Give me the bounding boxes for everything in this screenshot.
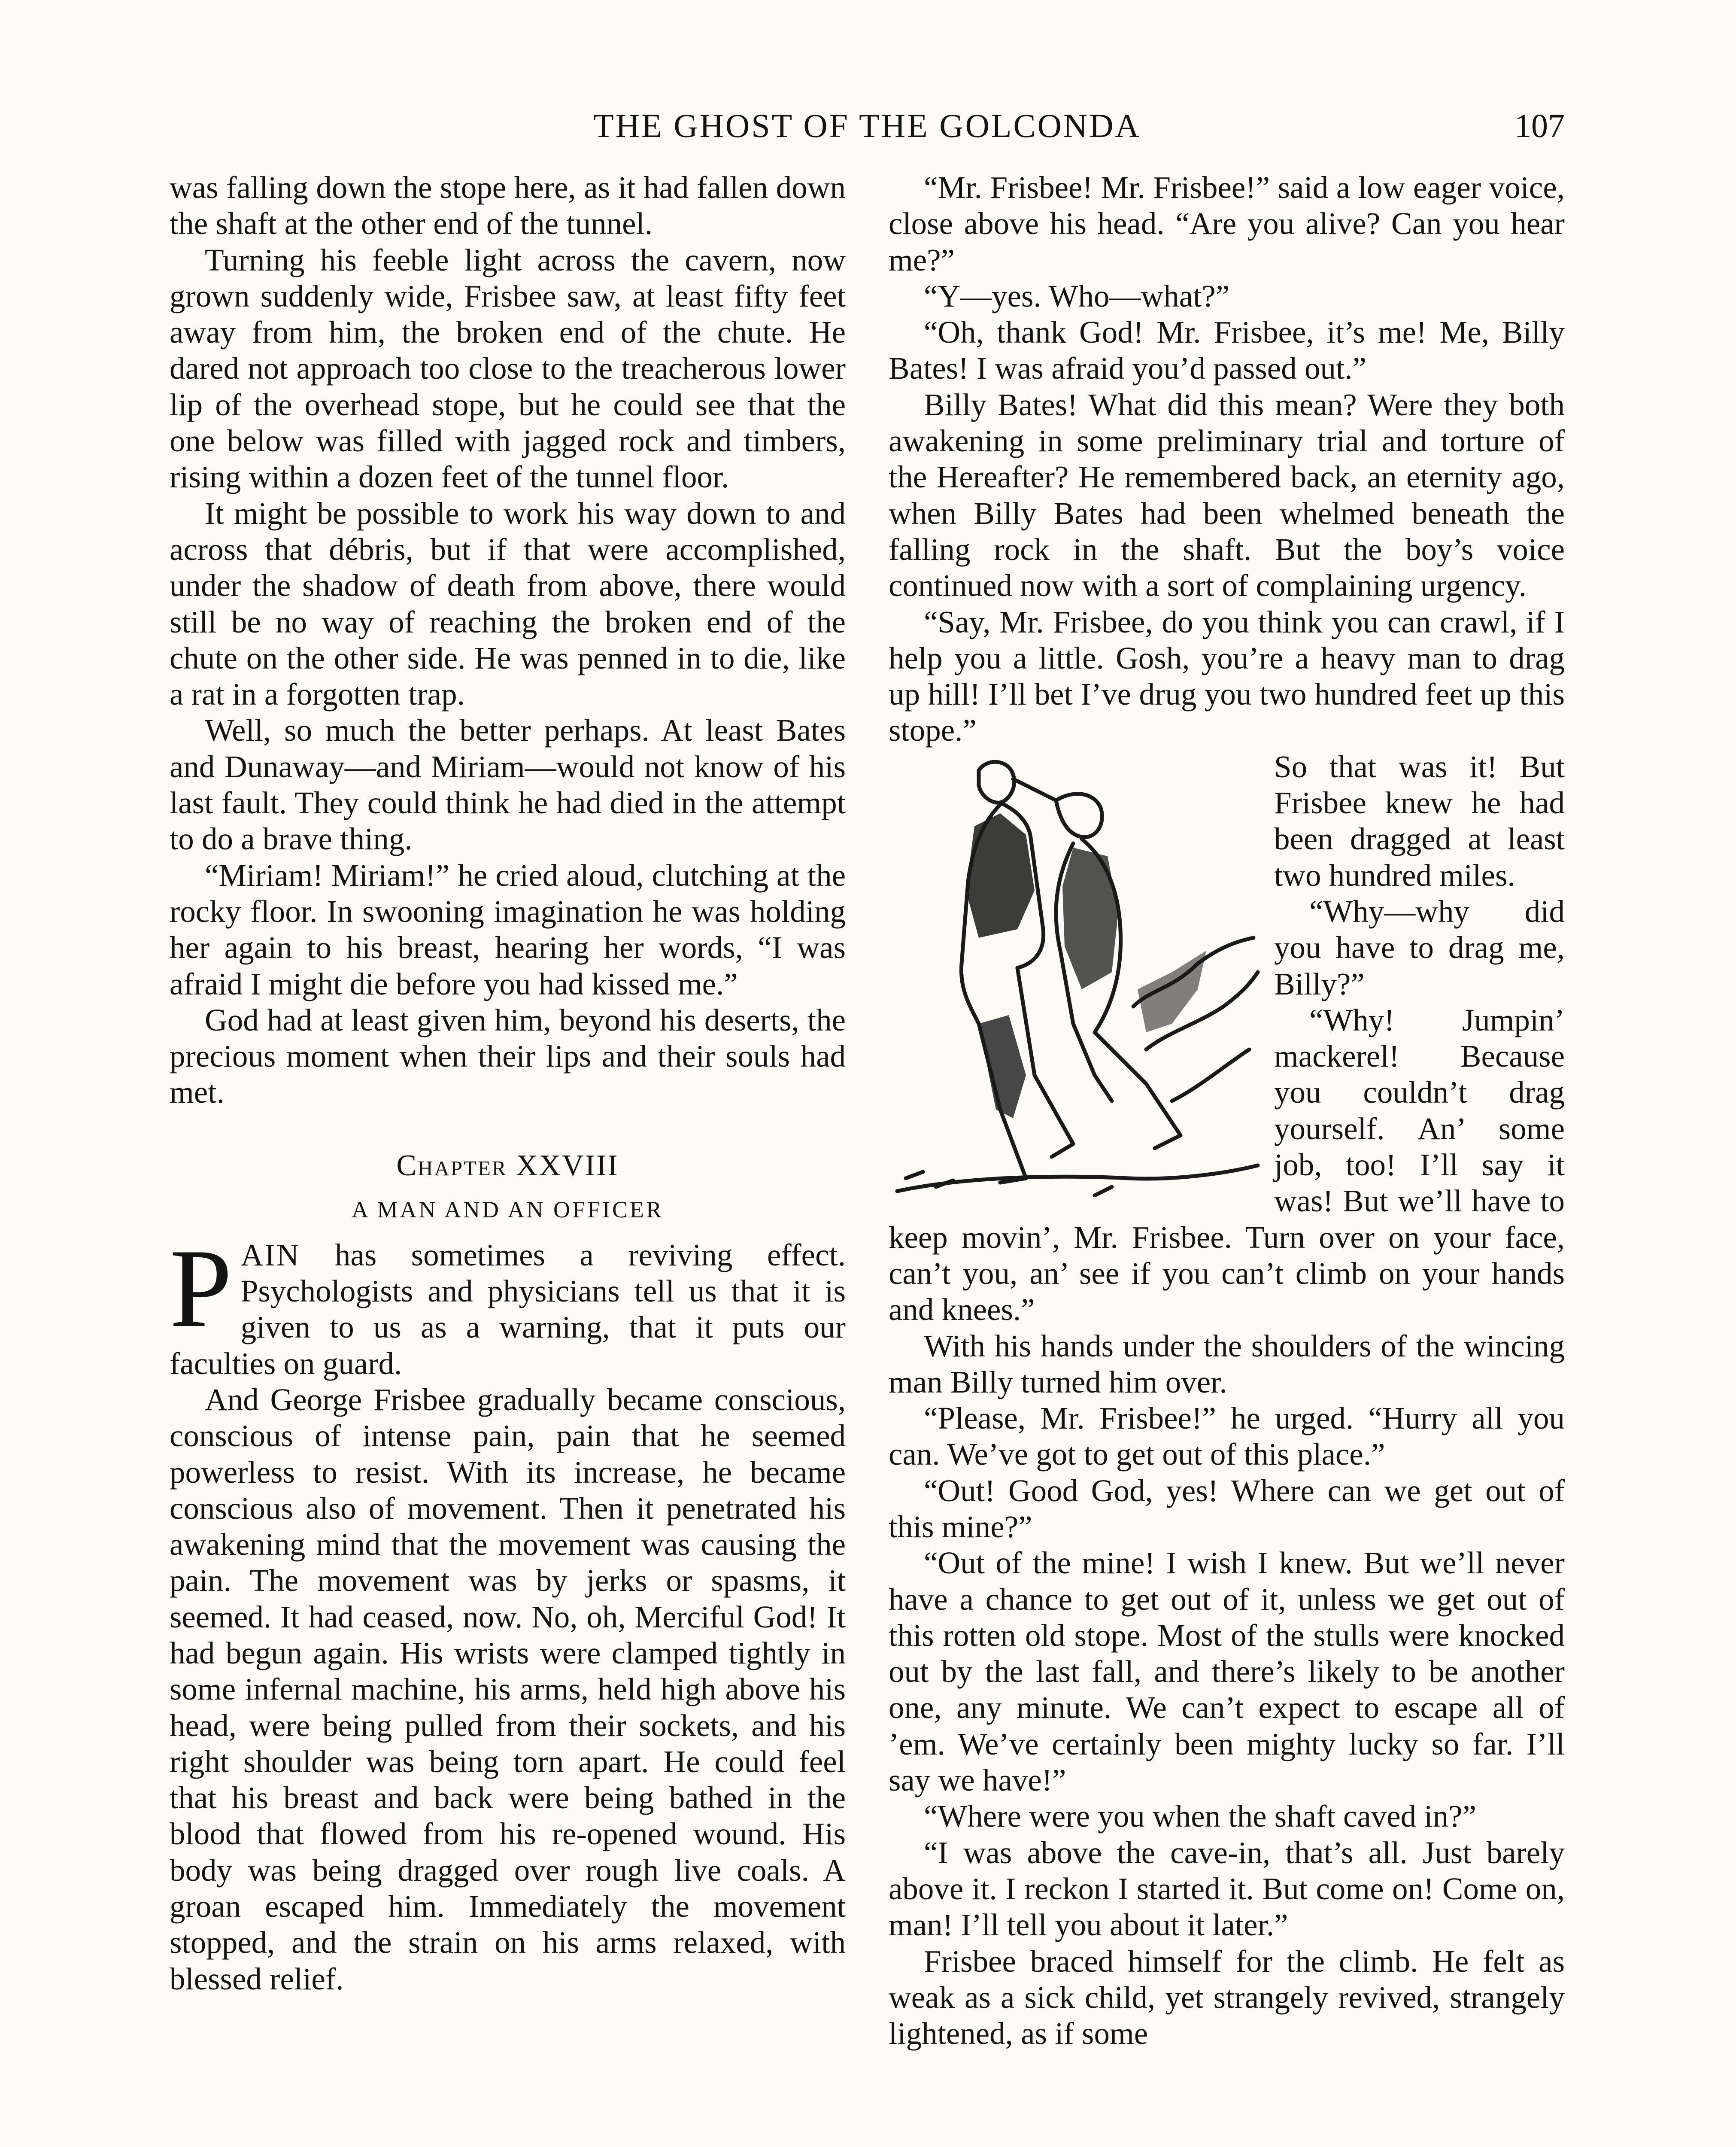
chapter-opening-paragraph xyxy=(170,1226,846,1382)
illustration-drawing xyxy=(871,749,1266,1204)
paragraph: Turning his feeble light across the cavern, now grown suddenly wide, Frisbee saw, at least fifty feet away from him, the broken end of the chute. He dared not approach too close to the treacherous lower lip of the overhead stope, but he could see that the one below was filled with jagged rock and timbers, rising within a dozen feet of the tunnel floor. xyxy=(170,242,846,495)
paragraph: God had at least given him, beyond his deserts, the precious moment when their lips and their souls had met. xyxy=(170,1002,846,1110)
running-title: THE GHOST OF THE GOLCONDA xyxy=(593,107,1141,144)
paragraph: “Oh, thank God! Mr. Frisbee, it’s me! Me, Billy Bates! I was afraid you’d passed out.” xyxy=(889,315,1565,386)
chapter-subtitle: A MAN AND AN OFFICER xyxy=(351,1196,664,1223)
drop-cap: P xyxy=(170,1226,232,1350)
mine-rescue-illustration xyxy=(871,749,1266,1204)
first-word: AIN xyxy=(240,1237,300,1272)
paragraph: “Out! Good God, yes! Where can we get out of this mine?” xyxy=(889,1473,1565,1544)
paragraph: “Please, Mr. Frisbee!” he urged. “Hurry all you can. We’ve got to get out of this place.” xyxy=(889,1401,1565,1472)
paragraph: And George Frisbee gradually became conscious, conscious of intense pain, pain that he seemed powerless to resist. With its increase, he became conscious also of movement. Then it penetrated his awakening mind that the movement was causing the pain. The movement was by jerks or spasms, it seemed. It had ceased, now. No, oh, Merciful God! It had begun again. His wrists were clamped tightly in some infernal machine, his arms, held high above his head, were being pulled from their sockets, and his right shoulder was being torn apart. He could feel that his breast and back were being bathed in the blood that flowed from his re-opened wound. His body was being dragged over rough live coals. A groan escaped him. Immediately the movement stopped, and the strain on his arms relaxed, with blessed relief. xyxy=(170,1382,846,1996)
paragraph: “Out of the mine! I wish I knew. But we’ll never have a chance to get out of it, unless we get out of this rotten old stope. Most of the stulls were knocked out by the last fall, and there’s likely to be another one, any minute. We can’t expect to escape all of ’em. We’ve certainly been mighty lucky so far. I’ll say we have!” xyxy=(889,1545,1565,1798)
paragraph: was falling down the stope here, as it had fallen down the shaft at the other end of the tunnel. xyxy=(170,170,846,241)
paragraph: Well, so much the better perhaps. At least Bates and Dunaway—and Miriam—would not know of his last fault. They could think he had died in the attempt to do a brave thing. xyxy=(170,713,846,857)
paragraph: “Y—yes. Who—what?” xyxy=(924,278,1230,313)
paragraph: “Why—why did you have to drag me, Billy?” xyxy=(1274,894,1565,1001)
paragraph: “Where were you when the shaft caved in?” xyxy=(924,1799,1476,1834)
paragraph: “Why! Jumpin’ mackerel! Because you couldn’t drag yourself. An’ some job, too! I’ll say it was! But we’ll have to keep movin’, Mr. Frisbee. Turn over on your face, can’t you, an’ see if you can’t climb on your hands and knees.” xyxy=(889,1002,1565,1327)
paragraph: “Miriam! Miriam!” he cried aloud, clutching at the rocky floor. In swooning imagination he was holding her again to his breast, hearing her words, “I was afraid I might die before you had kissed me.” xyxy=(170,858,846,1001)
right-column xyxy=(889,170,1565,2052)
paragraph: Billy Bates! What did this mean? Were they both awakening in some preliminary trial and torture of the Hereafter? He remembered back, an eternity ago, when Billy Bates had been whelmed beneath the falling rock in the shaft. But the boy’s voice continued now with a sort of complaining urgency. xyxy=(889,387,1565,603)
paragraph: With his hands under the shoulders of the wincing man Billy turned him over. xyxy=(889,1328,1565,1399)
paragraph: “Say, Mr. Frisbee, do you think you can crawl, if I help you a little. Gosh, you’re a heavy man to drag up hill! I’ll bet I’ve drug you two hundred feet up this stope.” xyxy=(889,604,1565,748)
opening-text: has sometimes a reviving effect. Psychologists and physicians tell us that it is given to us as a warning, that it puts our faculties on guard. xyxy=(170,1237,846,1381)
paragraph: “I was above the cave-in, that’s all. Just barely above it. I reckon I started it. But come on! Come on, man! I’ll tell you about it later.” xyxy=(889,1835,1565,1943)
paragraph: It might be possible to work his way down to and across that débris, but if that were accomplished, under the shadow of death from above, there would still be no way of reaching the broken end of the chute on the other side. He was penned in to die, like a rat in a forgotten trap. xyxy=(170,496,846,712)
running-head xyxy=(170,102,1565,154)
illustrated-paragraph: So that was it! But Frisbee knew he had been dragged at least two hundred miles. xyxy=(1274,749,1565,893)
paragraph: Frisbee braced himself for the climb. He felt as weak as a sick child, yet strangely revived, strangely lightened, as if some xyxy=(889,1943,1565,2051)
paragraph: “Mr. Frisbee! Mr. Frisbee!” said a low eager voice, close above his head. “Are you alive? Can you hear me?” xyxy=(889,170,1565,277)
page-number: 107 xyxy=(1514,107,1565,144)
chapter-heading: Chapter XXVIII xyxy=(396,1149,619,1182)
left-column xyxy=(170,170,846,1997)
